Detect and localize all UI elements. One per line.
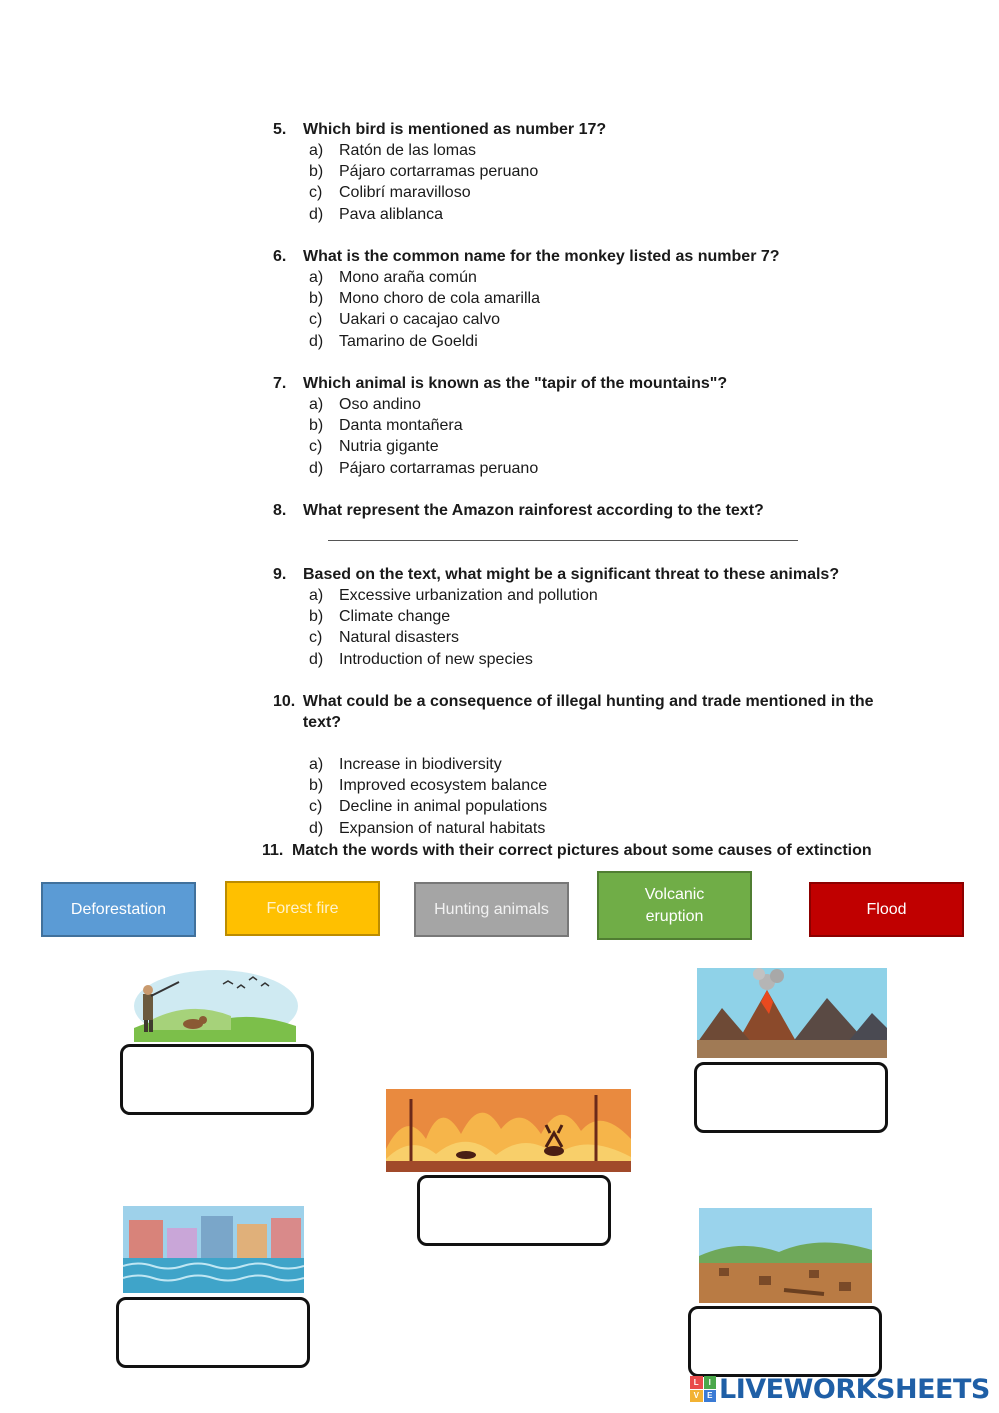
question-5 xyxy=(273,119,913,225)
option-d[interactable]: d) Expansion of natural habitats xyxy=(309,819,546,837)
liveworksheets-logo xyxy=(690,1374,990,1404)
option-d[interactable]: d) Introduction of new species xyxy=(309,650,533,668)
option-d[interactable]: d) Tamarino de Goeldi xyxy=(309,332,478,350)
option-c[interactable]: c) Colibrí maravilloso xyxy=(309,184,471,202)
option-b[interactable]: b) Climate change xyxy=(309,608,451,626)
logo-icon: L I V E xyxy=(690,1376,716,1402)
question-8 xyxy=(273,500,913,521)
question-9 xyxy=(273,564,913,670)
option-a[interactable]: a) Increase in biodiversity xyxy=(309,756,502,773)
option-c[interactable]: c) Uakari o cacajao calvo xyxy=(309,311,500,329)
word-volcanic-eruption[interactable]: Volcanic eruption xyxy=(597,871,752,940)
option-c[interactable]: c) Decline in animal populations xyxy=(309,798,548,816)
question-10 xyxy=(273,691,913,839)
answer-box-volcanic[interactable] xyxy=(694,1062,888,1133)
question-title: 7. Which animal is known as the "tapir of the mountains"? xyxy=(273,375,728,392)
option-b[interactable]: b) Pájaro cortarramas peruano xyxy=(309,163,539,181)
answer-box-hunting[interactable] xyxy=(120,1044,314,1115)
word-forest-fire[interactable]: Forest fire xyxy=(225,881,380,936)
deforestation-picture xyxy=(699,1208,872,1303)
question-11: 11. Match the words with their correct pictures about some causes of extinction xyxy=(262,842,872,859)
word-hunting-animals[interactable]: Hunting animals xyxy=(414,882,569,937)
question-title: 5. Which bird is mentioned as number 17? xyxy=(273,121,607,138)
volcano-picture xyxy=(697,968,887,1058)
question-6 xyxy=(273,246,913,352)
question-title: 8. What represent the Amazon rainforest according to the text? xyxy=(273,502,764,519)
question-title: 9. Based on the text, what might be a significant threat to these animals? xyxy=(273,566,840,583)
flood-picture xyxy=(123,1206,304,1293)
option-c[interactable]: c) Natural disasters xyxy=(309,629,460,647)
hunting-picture xyxy=(131,970,298,1042)
question-7 xyxy=(273,373,913,479)
forest-fire-picture xyxy=(386,1089,631,1172)
option-b[interactable]: b) Danta montañera xyxy=(309,417,463,435)
option-d[interactable]: d) Pava aliblanca xyxy=(309,205,444,223)
option-a[interactable]: a) Oso andino xyxy=(309,396,421,413)
answer-box-flood[interactable] xyxy=(116,1297,310,1368)
option-c[interactable]: c) Nutria gigante xyxy=(309,438,439,456)
word-deforestation[interactable]: Deforestation xyxy=(41,882,196,937)
answer-box-deforestation[interactable] xyxy=(688,1306,882,1377)
option-a[interactable]: a) Mono araña común xyxy=(309,269,477,286)
option-b[interactable]: b) Improved ecosystem balance xyxy=(309,777,548,795)
answer-line[interactable] xyxy=(328,540,798,541)
option-a[interactable]: a) Ratón de las lomas xyxy=(309,142,476,159)
question-title: 10. What could be a consequence of illegal hunting and trade mentioned in the text? xyxy=(273,693,874,731)
logo-text: LIVEWORKSHEETS xyxy=(719,1373,990,1405)
option-d[interactable]: d) Pájaro cortarramas peruano xyxy=(309,459,539,477)
option-b[interactable]: b) Mono choro de cola amarilla xyxy=(309,290,540,308)
option-a[interactable]: a) Excessive urbanization and pollution xyxy=(309,587,598,604)
word-flood[interactable]: Flood xyxy=(809,882,964,937)
question-title: 6. What is the common name for the monkey listed as number 7? xyxy=(273,248,780,265)
answer-box-forest-fire[interactable] xyxy=(417,1175,611,1246)
